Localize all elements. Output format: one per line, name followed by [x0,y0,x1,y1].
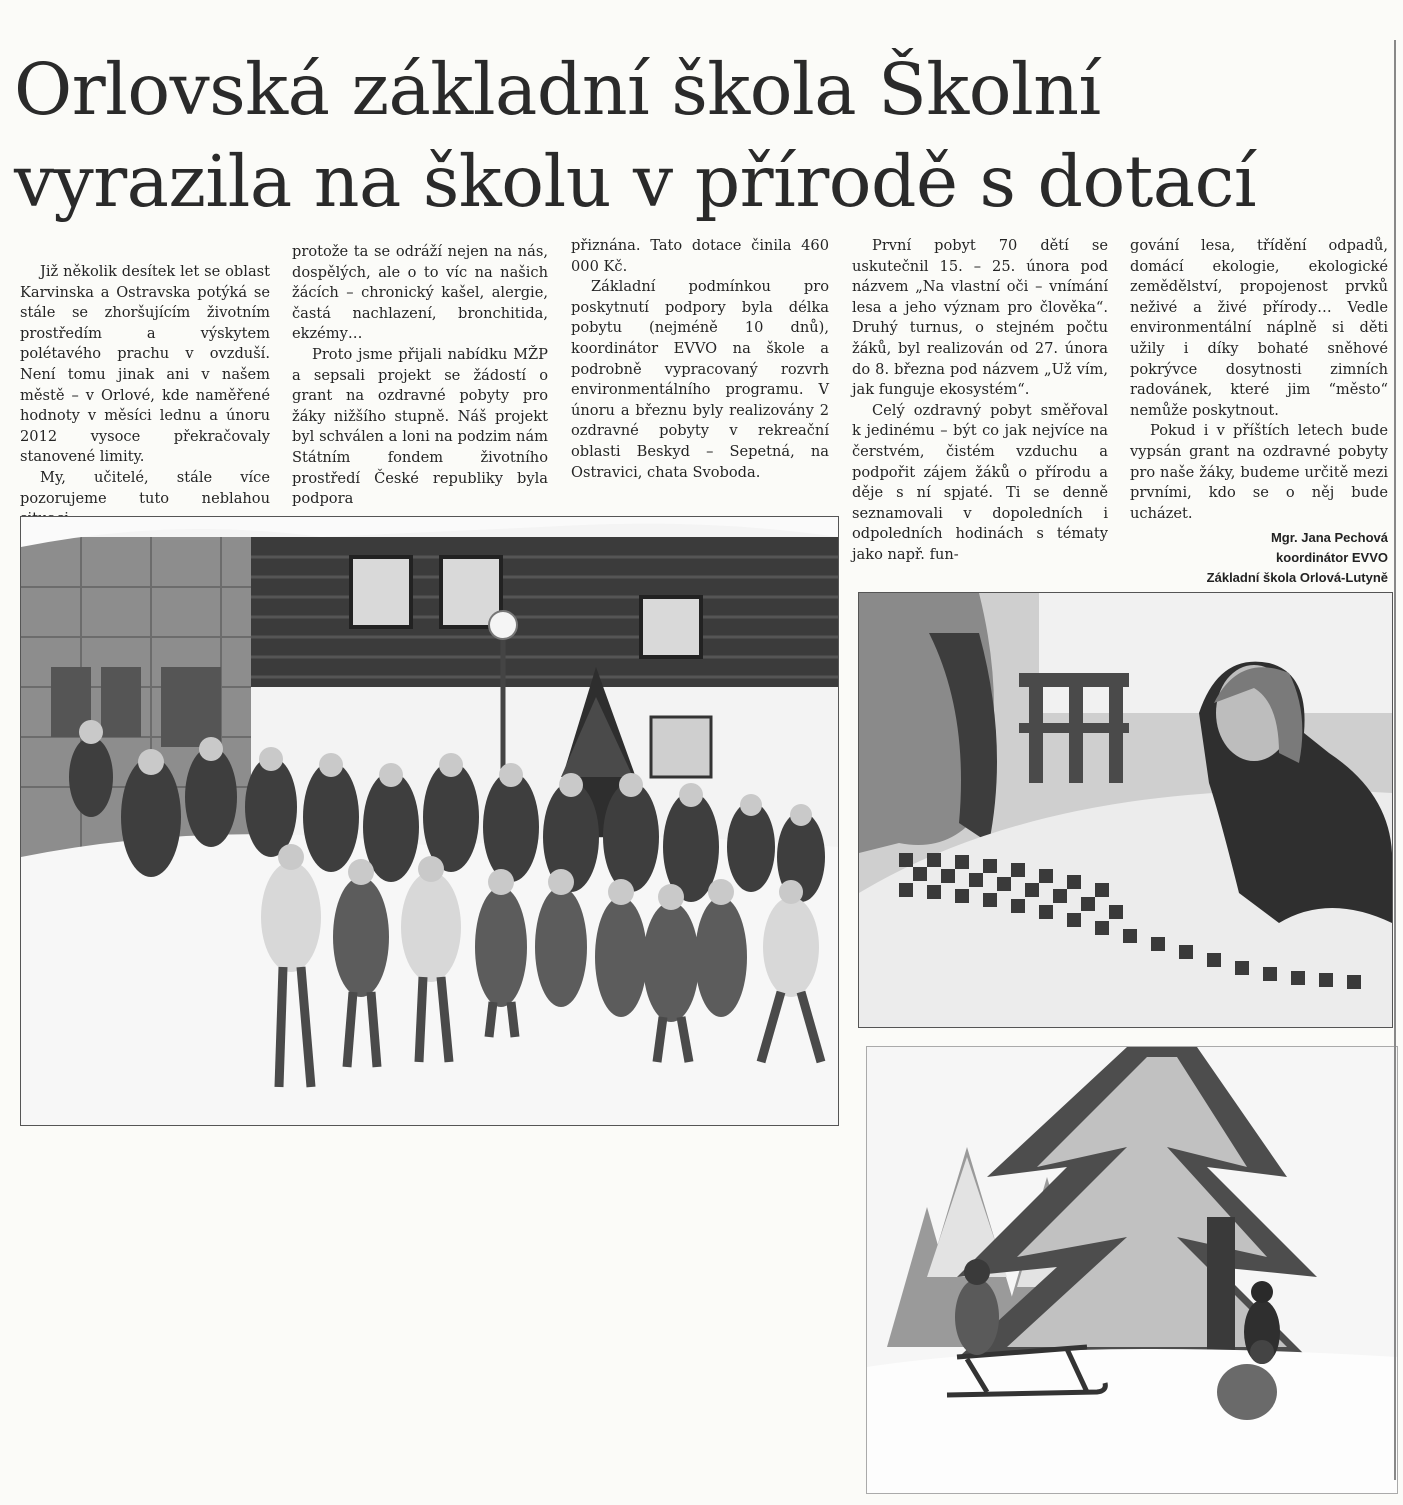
article-column-3 [571,236,829,483]
group-photo-illustration [21,517,838,1125]
paragraph: První pobyt 70 dětí se uskutečnil 15. – 25. února pod názvem „Na vlastní oči – vnímání lesa a jeho význam pro člověka“. Druhý turnus, o stejném počtu žáků, byl realizován od 27. února do 8. března pod názvem „Už vím, jak funguje ekosystém“. [852,237,1108,399]
headline-line-1: Orlovská základní škola Školní [14,48,1101,131]
page-edge-rule [1394,40,1396,1480]
paragraph: Základní podmínkou pro poskytnutí podpory byla délka pobytu (nejméně 10 dnů), koordinátor EVVO na škole a podrobně vypracovaný rozvrh environmentálního programu. V únoru a březnu byly realizovány 2 ozdravné pobyty v rekreační oblasti Beskyd – Sepetná, na Ostravici, chata Svoboda. [571,278,829,481]
paragraph: přiznána. Tato dotace činila 460 000 Kč. [571,237,829,275]
paragraph: Celý ozdravný pobyt směřoval k jedinému – být co jak nejvíce na čerstvém, čistém vzduchu a podpořit zájem žáků o přírodu a děje s ní spjaté. Ti se denně seznamovali v dopoledních i odpoledních hodinách s tématy jako např. fun- [852,401,1108,563]
author-signature [1130,528,1388,588]
paragraph: gování lesa, třídění odpadů, domácí ekologie, ekologické zemědělství, propojenost prvků neživé a živé přírody… Vedle environmentální náplně si děti užily i díky bohaté sněhové pokrývce dosytnosti zimních radovánek, které jim “město“ nemůže poskytnout. [1130,237,1388,419]
snow-photo-illustration [867,1047,1397,1493]
author-school: Základní škola Orlová-Lutyně [1206,570,1388,586]
photo-table-activity [858,592,1393,1028]
photo-snowy-forest [866,1046,1398,1494]
article-column-4 [852,236,1108,566]
headline [14,44,1394,228]
paragraph: Již několik desítek let se oblast Karvinska a Ostravska potýká se stále se zhoršujícím životním prostředím a výskytem polétavého prachu v ovzduší. Není tomu jinak ani v našem městě – v Orlové, kde naměřené hodnoty v měsíci lednu a únoru 2012 vysoce překračovaly stanovené limity. [20,263,270,466]
paragraph: My, učitelé, stále více pozorujeme tuto neblahou [20,468,270,507]
table-photo-illustration [859,593,1392,1027]
article-column-5 [1130,236,1388,588]
headline-line-2: vyrazila na školu v přírodě s dotací [14,140,1257,223]
author-name: Mgr. Jana Pechová [1270,530,1388,546]
paragraph: Pokud i v příštích letech bude vypsán grant na ozdravné pobyty pro naše žáky, budeme určitě mezi prvními, kdo se o něj bude ucházet. [1130,422,1388,522]
article-column-1 [20,262,270,530]
author-role: koordinátor EVVO [1276,550,1388,566]
photo-group-in-snow [20,516,839,1126]
paragraph: protože ta se odráží nejen na nás, dospělých, ale o to víc na našich žácích – chronický kašel, alergie, častá nachlazení, bronchitida, ekzémy… [292,243,548,343]
article-column-2 [292,242,548,510]
paragraph: Proto jsme přijali nabídku MŽP a sepsali projekt se žádostí o grant na ozdravné pobyty pro žáky nižšího stupně. Náš projekt byl schválen a loni na podzim nám Státním fondem životního prostředí České republiky byla podpora [292,345,548,508]
